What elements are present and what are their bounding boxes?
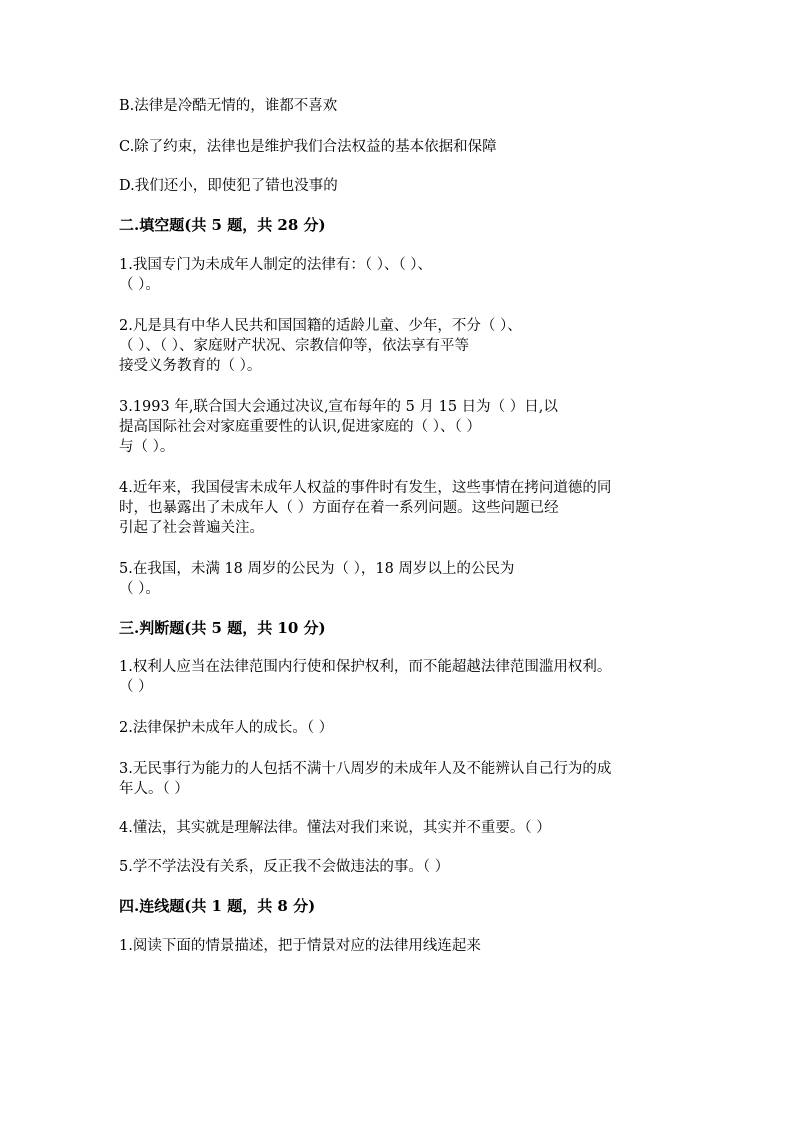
fill-q3-line3: 与（ ）。 xyxy=(119,439,175,455)
fill-q4-line3: 引起了社会普遍关注。 xyxy=(119,520,264,536)
fill-q1-line1: 1.我国专门为未成年人制定的法律有：（ ）、（ ）、 xyxy=(119,257,433,273)
judge-q5: 5.学不学法没有关系，反正我不会做违法的事。（ ） xyxy=(119,859,450,875)
fill-q2-line1: 2.凡是具有中华人民共和国国籍的适龄儿童、少年，不分（ ）、 xyxy=(119,318,522,334)
fill-q1-line2: （ ）。 xyxy=(119,277,160,293)
fill-q2-line3: 接受义务教育的（ ）。 xyxy=(119,358,262,374)
fill-q5-line2: （ ）。 xyxy=(119,581,160,597)
fill-q3-line1: 3.1993 年,联合国大会通过决议,宣布每年的 5 月 15 日为（ ）日,以 xyxy=(119,399,558,415)
fill-q4-line1: 4.近年来，我国侵害未成年人权益的事件时有发生，这些事情在拷问道德的同 xyxy=(119,480,612,496)
judge-q1-line2: （ ） xyxy=(119,679,153,695)
fill-q5-line1: 5.在我国，未满 18 周岁的公民为（ ），18 周岁以上的公民为 xyxy=(119,561,515,577)
judge-q1-line1: 1.权利人应当在法律范围内行使和保护权利，而不能超越法律范围滥用权利。 xyxy=(119,659,612,675)
matching-q1: 1.阅读下面的情景描述，把于情景对应的法律用线连起来 xyxy=(119,938,481,954)
option-c: C.除了约束，法律也是维护我们合法权益的基本依据和保障 xyxy=(119,139,497,155)
judge-q3-line1: 3.无民事行为能力的人包括不满十八周岁的未成年人及不能辨认自己行为的成 xyxy=(119,761,612,777)
judge-q2: 2.法律保护未成年人的成长。（ ） xyxy=(119,720,334,736)
section-heading-fill-blank: 二.填空题(共 5 题，共 28 分) xyxy=(119,216,326,234)
section-heading-true-false: 三.判断题(共 5 题，共 10 分) xyxy=(119,619,326,637)
option-d: D.我们还小，即使犯了错也没事的 xyxy=(119,178,338,194)
section-heading-matching: 四.连线题(共 1 题，共 8 分) xyxy=(119,897,316,915)
fill-q4-line2: 时，也暴露出了未成年人（ ）方面存在着一系列问题。这些问题已经 xyxy=(119,500,559,516)
fill-q2-line2: （ ）、（ ）、家庭财产状况、宗教信仰等，依法享有平等 xyxy=(119,338,469,354)
judge-q4: 4.懂法，其实就是理解法律。懂法对我们来说，其实并不重要。（ ） xyxy=(119,820,551,836)
judge-q3-line2: 年人。（ ） xyxy=(119,781,189,797)
option-b: B.法律是冷酷无情的，谁都不喜欢 xyxy=(119,98,338,114)
fill-q3-line2: 提高国际社会对家庭重要性的认识,促进家庭的（ ）、（ ） xyxy=(119,419,481,435)
